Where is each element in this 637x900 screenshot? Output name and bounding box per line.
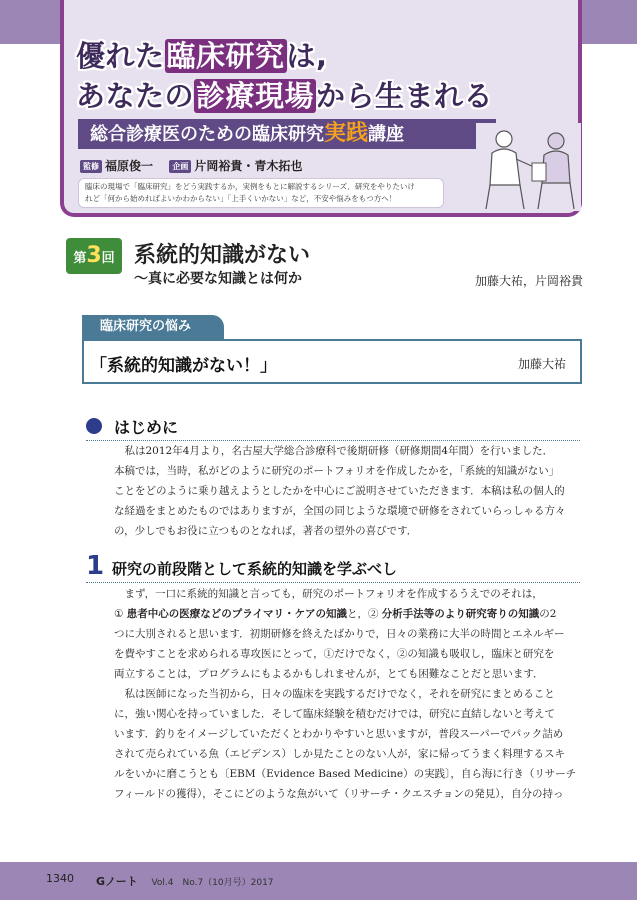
episode-number: 3: [86, 243, 102, 268]
episode-title: 系統的知識がない: [134, 243, 311, 268]
worry-quote: 「系統的知識がない！」: [90, 356, 277, 376]
body-line: ルをいかに磨こうとも〔EBM（Evidence Based Medicine）の実践〕，自ら海に行き（リサーチ: [114, 768, 577, 780]
journal-issue: Vol.4 No.7（10月号）2017: [151, 878, 274, 888]
credits: [80, 157, 302, 174]
worry-box: [82, 339, 582, 384]
body-line: つに大別されると思います．初期研修を終えたばかりで，日々の業務に大半の時間とエネルギー: [114, 628, 565, 640]
heading-text: 研究の前段階として系統的知識を学ぶべし: [112, 560, 398, 578]
badge-text: 回: [101, 251, 115, 266]
series-intro: [78, 178, 444, 208]
journal-info: [96, 873, 274, 889]
planner-tag: 企画: [169, 160, 191, 173]
intro-line: 臨床の現場で「臨床研究」をどう実践するか，実例をもとに解説するシリーズ．研究をやりたいけ: [85, 182, 415, 191]
body-line: 私は2012年4月より，名古屋大学総合診療科で後期研修（研修期間4年間）を行いました．: [124, 445, 554, 457]
body-span: ①: [114, 608, 127, 620]
section-number: 1: [86, 551, 105, 581]
body-line: [114, 604, 580, 624]
title-highlight: 診療現場: [196, 79, 315, 113]
heading-text: はじめに: [114, 418, 179, 437]
body-line: います．釣りをイメージしていただくとわかりやすいと思いますが，普段スーパーでパック詰め: [114, 728, 564, 740]
emphasis: 患者中心の医療などのプライマリ・ケアの知識: [126, 608, 347, 620]
emphasis: 分析手法等のより研究寄りの知識: [381, 608, 540, 620]
subtitle-accent: 実践: [324, 121, 369, 146]
episode-badge: [66, 238, 122, 274]
title-text: 優れた: [76, 39, 165, 73]
subtitle-text: 講座: [368, 124, 405, 145]
series-banner: [60, 0, 582, 217]
body-line: な経過をまとめたものではありますが，全国の同じような環境で研修をされていらっしゃる方々: [114, 505, 566, 517]
intro-line: れど「何から始めればよいかわからない」「上手くいかない」など，不安や悩みをもつ方へ！: [85, 194, 397, 203]
episode-subtitle: 〜真に必要な知識とは何か: [134, 271, 302, 287]
body-line: フィールドの獲得），そこにどのような魚がいて（リサーチ・クエスチョンの発見），自分の持っ: [114, 788, 564, 800]
supervisor-name: 福原俊一: [105, 159, 154, 173]
body-line: 本稿では，当時，私がどのように研究のポートフォリオを作成したかを，「系統的知識がない」: [114, 465, 560, 477]
planner-names: 片岡裕貴・青木拓也: [194, 159, 303, 173]
series-subtitle: [78, 119, 496, 149]
journal-name: Gノート: [96, 875, 138, 888]
body-line: に，強い関心を持っていました．そして臨床経験を積むだけでは，研究に直結しないと考えて: [114, 708, 555, 720]
banner-title-line1: [76, 34, 328, 75]
body-line: ことをどのように乗り越えようとしたかを中心にご説明させていただきます．本稿は私の個人的: [114, 485, 565, 497]
body-line: まず，一口に系統的知識と言っても，研究のポートフォリオを作成するうえでのそれは，: [124, 588, 543, 600]
banner-title-line2: [76, 74, 493, 115]
worry-author: 加藤大祐: [517, 357, 566, 371]
body-line: 私は医師になった当初から，日々の臨床を実践するだけでなく，それを研究にまとめること: [114, 688, 555, 700]
title-text: あなたの: [76, 79, 195, 113]
footer: [0, 862, 637, 900]
doctor-patient-illustration: [476, 123, 581, 211]
body-span: と，②: [346, 608, 382, 620]
section1-paragraph: [114, 584, 580, 804]
episode-authors: 加藤大祐，片岡裕貴: [474, 274, 583, 288]
section-heading-intro: [86, 418, 580, 441]
title-text: から生まれる: [316, 79, 494, 113]
supervisor-tag: 監修: [80, 160, 102, 173]
worry-tab: 臨床研究の悩み: [82, 315, 224, 339]
section-heading-1: [86, 551, 580, 583]
body-line: を費やすことを求められる専攻医にとって，①だけでなく，②の知識も吸収し，臨床と研究を: [114, 648, 555, 660]
intro-paragraph: [114, 441, 580, 541]
badge-text: 第: [73, 251, 87, 266]
body-span: の2: [539, 608, 557, 620]
title-highlight: 臨床研究: [166, 39, 285, 73]
page-number: 1340: [46, 872, 74, 885]
title-text: は,: [286, 39, 328, 73]
body-line: の，少しでもお役に立つものとなれば，著者の望外の喜びです．: [114, 525, 418, 537]
bullet-icon: [86, 418, 102, 434]
subtitle-text: 総合診療医のための臨床研究: [90, 124, 324, 145]
body-line: されて売られている魚（エビデンス）しか見たことのない人が，家に帰ってうまく料理するスキ: [114, 748, 565, 760]
body-line: 両立することは，プログラムにもよるかもしれませんが，とても困難なことだと思います．: [114, 668, 544, 680]
